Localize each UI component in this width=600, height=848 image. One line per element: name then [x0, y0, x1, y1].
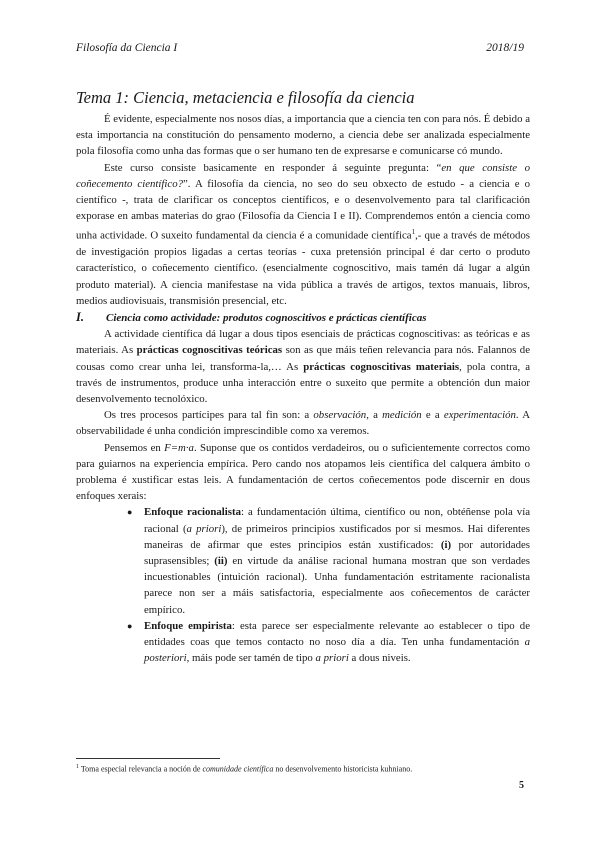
text-run: e a	[421, 409, 444, 422]
term-measurement: medición	[382, 409, 422, 422]
term-a-priori: a priori	[315, 652, 349, 665]
text-run: , máis pode ser tamén de tipo	[186, 652, 316, 665]
paragraph-course-question	[76, 160, 530, 309]
list-item-rationalist	[127, 504, 530, 617]
text-run: Os tres procesos partícipes para tal fin son: a	[104, 409, 314, 422]
section-title: Ciencia como actividade: produtos cognoscitivos e prácticas científicas	[106, 312, 427, 325]
term-rationalist: Enfoque racionalista	[144, 506, 241, 519]
page-number: 5	[519, 780, 524, 791]
text-run: no desenvolvemento historicista kuhniano.	[273, 764, 413, 774]
text-run: , a	[366, 409, 383, 422]
term-scientific-community: comunidade científica	[202, 764, 274, 774]
text-run: son as que máis teñen relevancia para nós. Falannos de cousas como crear unha lei, transforma-la,… As	[76, 344, 530, 373]
text-run: A actividade científica dá lugar a dous tipos esenciais de prácticas cognoscitivas: as teóricas e as materiais. As	[76, 328, 530, 357]
term-empiricist: Enfoque empirista	[144, 619, 232, 632]
paragraph-practices	[76, 326, 530, 407]
section-number: I.	[76, 310, 84, 325]
chapter-title: Tema 1: Ciencia, metaciencia e filosofía da ciencia	[76, 88, 415, 107]
text-run: en virtude da análise racional humana mostran que son verdades incuestionables (intuición racional). Unha fundamentación estritamente racionalista parece non ser a máis satisfactoria, especialmente aos coñecementos de carácter empírico.	[144, 555, 530, 616]
footnote-separator	[76, 758, 220, 759]
text-run: por autoridades suprasensibles;	[144, 538, 530, 568]
term-material-practices: prácticas cognoscitivas materiais	[303, 360, 460, 373]
document-body	[76, 111, 530, 667]
term-a-posteriori: a posteriori	[144, 636, 530, 665]
text-run: : a fundamentación última, científico ou non, obtéñense pola vía racional (	[144, 506, 530, 535]
footnote-reference[interactable]: 1	[411, 228, 416, 237]
term-experimentation: experimentación	[443, 409, 516, 422]
key-question: en que consiste o coñecemento científico?	[76, 161, 530, 190]
text-run: ), de primeiros principios xustificados por si mesmos. Hai diferentes maneiras de afirmar que estes principios están xustificados:	[144, 522, 530, 551]
header-academic-year: 2018/19	[486, 42, 524, 54]
bullet-icon: ●	[127, 620, 133, 631]
text-run: Este curso consiste basicamente en responder á seguinte pregunta: “	[104, 161, 442, 174]
footnote-number: 1	[76, 764, 79, 770]
paragraph-processes	[76, 407, 530, 439]
enum-marker: (i)	[440, 538, 452, 551]
term-theoretical-practices: prácticas cognoscitivas teóricas	[136, 344, 283, 357]
formula: F=m·a	[164, 441, 194, 454]
text-run: ”. A filosofía da ciencia, no seo do seu obxecto de estudo - a ciencia e o científico -, trata de clarificar os conceptos científicos, e o desenvolvemento para tal clarificación exporase en ambas materias do grao (Filosofía da Ciencia I e II). Comprendemos entón a ciencia como unha actividade. O suxeito fundamental da ciencia é a comunidade científica	[76, 177, 530, 243]
bullet-icon: ●	[127, 507, 133, 518]
section-heading	[76, 309, 530, 326]
term-observation: observación	[313, 409, 367, 422]
text-run: Toma especial relevancia a noción de	[79, 764, 203, 774]
enum-marker: (ii)	[214, 555, 228, 568]
paragraph-justification	[76, 440, 530, 505]
text-run: ,- que a través de métodos de investigación propios ligadas a certas teorías - cuxa pretensión principal é dar certo o produto característico, o coñecemento científico. (esencialmente cognoscitivo, mais tamén dá lugar a algún produto material). A ciencia manifestase na vida pública a través de artigos, textos manuais, libros, medios audiovisuais, transmisión presencial, etc.	[76, 230, 531, 307]
list-item-empiricist	[127, 618, 530, 667]
text-run: Pensemos en	[104, 441, 165, 454]
page-header	[76, 42, 524, 54]
text-run: . Suponse que os contidos verdadeiros, ou o suficientemente correctos como para guiarnos na experiencia empírica. Pero cando nos atopamos leis científica del calquera ámbito o problema é xustificar estas leis. A fundamentación de certos coñecementos pode discernir en dous enfoques xerais:	[76, 441, 530, 503]
header-course-title: Filosofía da Ciencia I	[76, 42, 178, 54]
text-run: : esta parece ser especialmente relevante ao establecer o tipo de entidades coas que temos contacto no noso día a día. Ten unha fundamentación	[144, 619, 530, 649]
footnote	[76, 764, 412, 774]
text-run: . A observabilidade é unha condición imprescindible como xa veremos.	[76, 409, 530, 438]
text-run: , pola contra, a través de instrumentos, produce unha interacción entre o suxeito que permite a obtención dun maior desenvolvemento tecnolóxico.	[76, 360, 531, 406]
approaches-list	[76, 504, 530, 666]
paragraph-intro: É evidente, especialmente nos nosos días, a importancia que a ciencia ten con para nós. É debido a esta importancia na constitución do pensamento moderno, a ciencia debe ser analizada especialmente pola filosofía como unha das formas que o ser humano ten de expresarse e comunicarse có mundo.	[76, 113, 530, 158]
term-a-priori: a priori	[186, 522, 222, 535]
text-run: a dous niveis.	[348, 652, 411, 665]
